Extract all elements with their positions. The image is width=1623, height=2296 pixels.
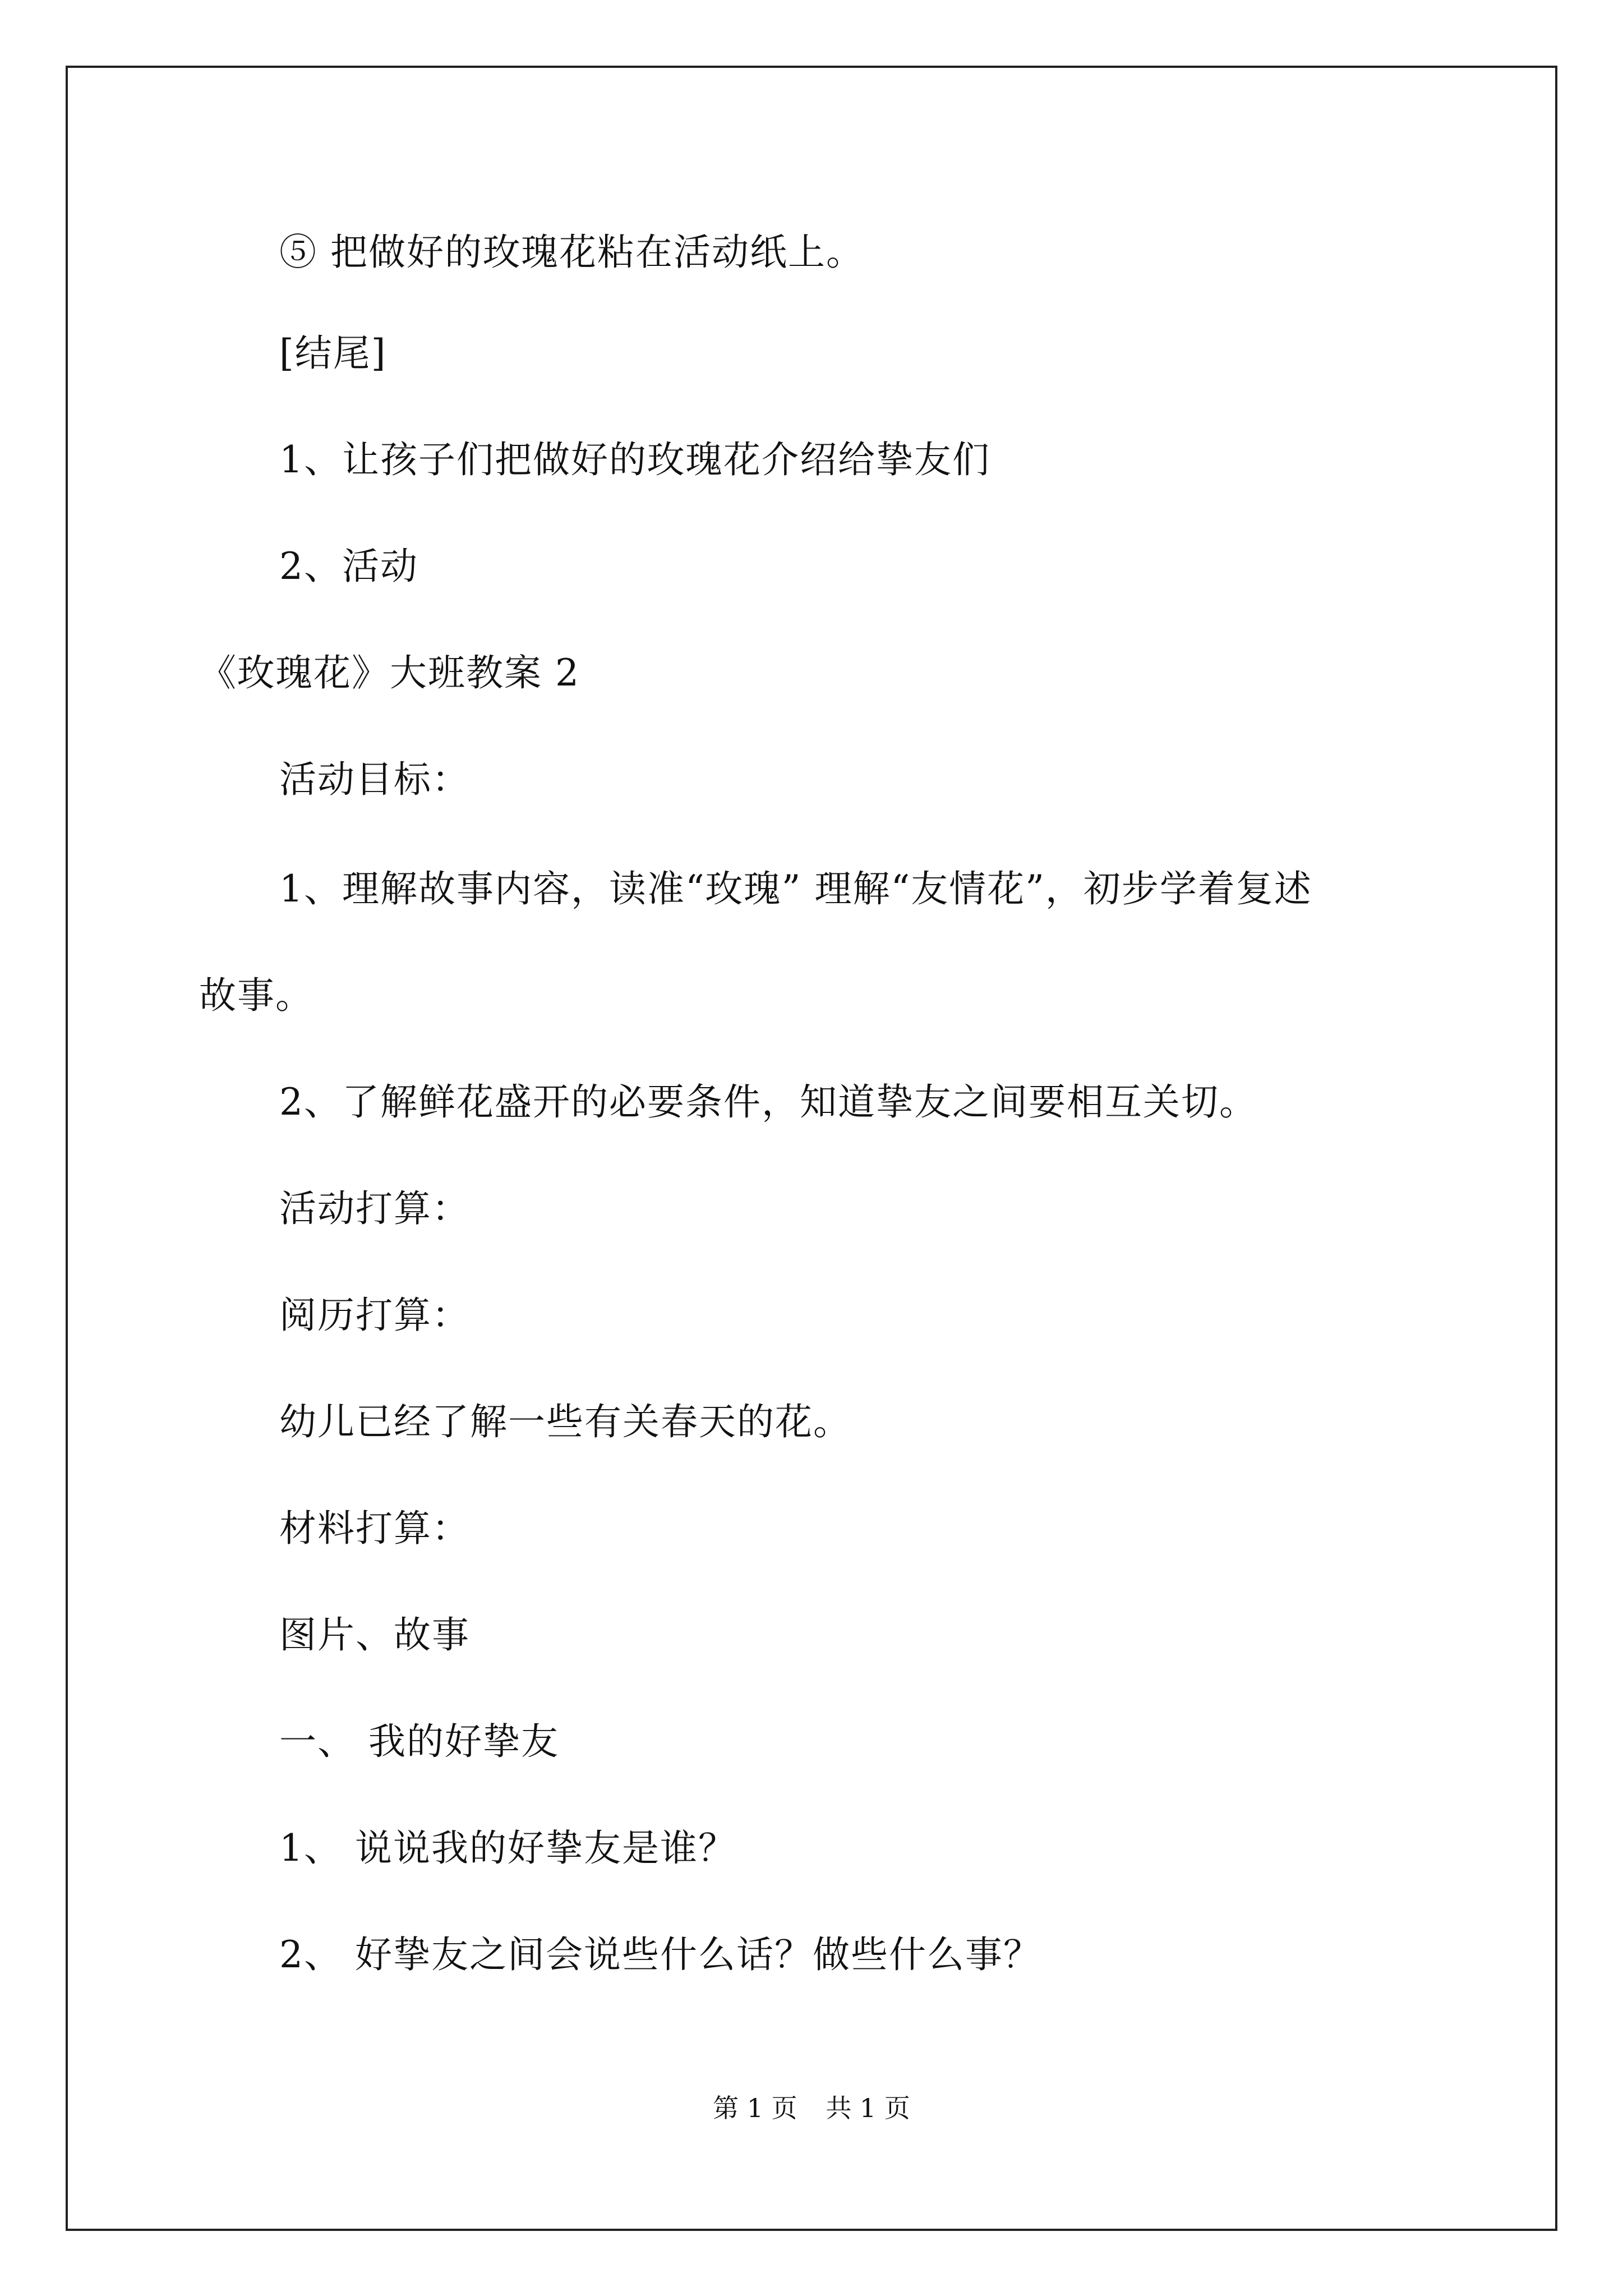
- page-footer: [0, 2091, 1623, 2125]
- text-line-material-detail: 图片、故事: [279, 1613, 470, 1657]
- text-line-question-2: 2、 好挚友之间会说些什么话？做些什么事？: [279, 1933, 1041, 1976]
- text-line-experience-detail: 幼儿已经了解一些有关春天的花。: [279, 1400, 851, 1443]
- text-line-ending-heading: [结尾]: [279, 332, 387, 375]
- text-line-goal-1: 1、理解故事内容，读准“玫瑰” 理解“友情花”，初步学着复述: [279, 867, 1312, 910]
- text-line-question-1: 1、 说说我的好挚友是谁？: [279, 1826, 736, 1870]
- text-line-experience-prep: 阅历打算：: [279, 1294, 470, 1337]
- text-line-step5: ⑤ 把做好的玫瑰花粘在活动纸上。: [279, 231, 864, 274]
- page-number: 第 1 页: [713, 2093, 797, 2123]
- page-border: [66, 66, 1557, 2231]
- text-line-part-1: 一、 我的好挚友: [279, 1720, 559, 1763]
- text-line-ending-1: 1、让孩子们把做好的玫瑰花介绍给挚友们: [279, 438, 990, 481]
- text-line-goal-2: 2、了解鲜花盛开的必要条件，知道挚友之间要相互关切。: [279, 1080, 1257, 1124]
- page-total: 共 1 页: [826, 2093, 910, 2123]
- text-line-material-prep: 材料打算：: [279, 1507, 470, 1550]
- text-line-goal-1-cont: 故事。: [199, 974, 313, 1017]
- section-title: 《玫瑰花》大班教案 2: [199, 651, 580, 694]
- text-line-ending-2: 2、活动: [279, 545, 418, 588]
- text-line-prep-heading: 活动打算：: [279, 1187, 470, 1230]
- text-line-goals-heading: 活动目标：: [279, 758, 470, 801]
